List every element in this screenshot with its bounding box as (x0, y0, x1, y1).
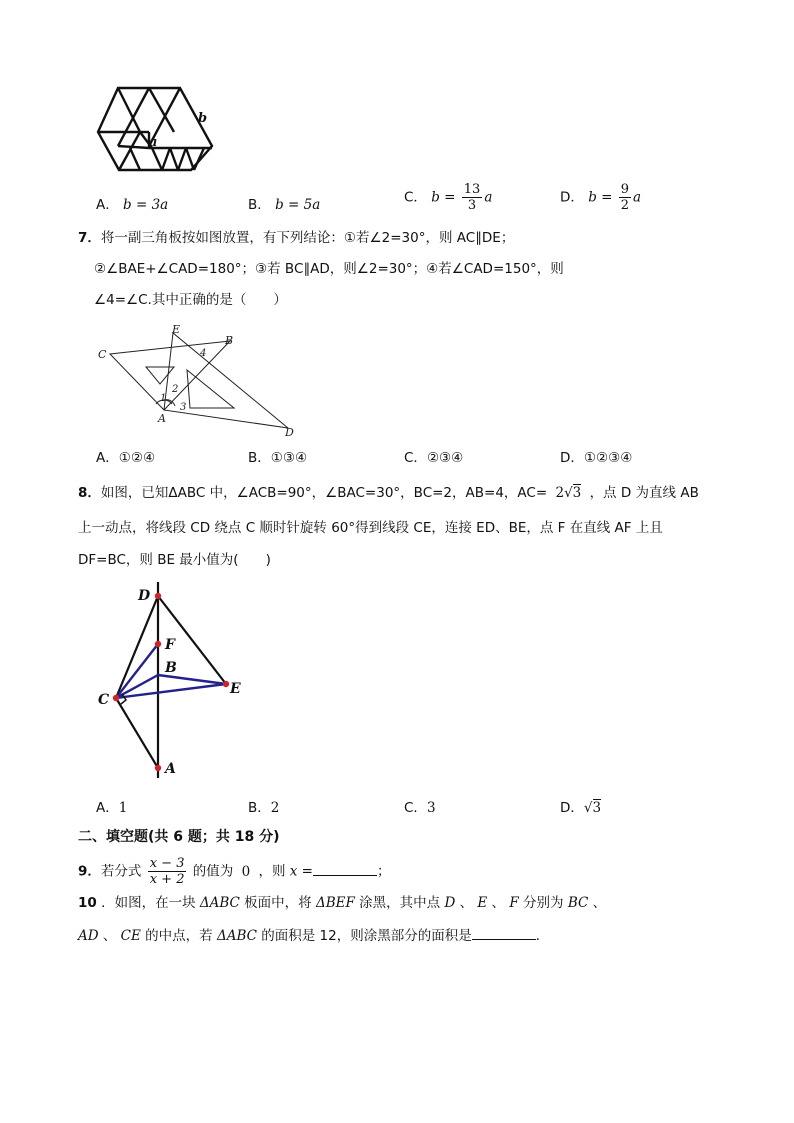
q10-text: 、 (455, 895, 478, 911)
q8-label-f: F (165, 637, 175, 653)
q8-label-e: E (230, 681, 241, 697)
q6-option-a-key: A． (96, 197, 119, 213)
q9-end: ； (376, 863, 391, 880)
q10-math: D (444, 895, 456, 911)
sqrt-icon: √ (583, 800, 593, 816)
q7-line2: ②∠BAE+∠CAD=180°；③若 BC∥AD，则∠2=30°；④若∠CAD=150°，则 (94, 261, 564, 277)
q6-option-a[interactable] (96, 193, 168, 213)
q7-option-a[interactable] (96, 446, 155, 466)
q7-line3: ∠4=∠C.其中正确的是（ ） (94, 292, 287, 308)
q7-option-a-key: A． (96, 450, 119, 466)
q8-line1 (78, 483, 699, 503)
q10-math: AD (78, 928, 99, 944)
q9-den: x + 2 (149, 872, 185, 887)
q8-line2: 上一动点，将线段 CD 绕点 C 顺时针旋转 60°得到线段 CE，连接 ED、BE，点 F 在直线 AF 上且 (78, 520, 663, 536)
q10-math: CE (120, 928, 141, 944)
q10-text: ．如图，在一块 (101, 895, 200, 911)
q8-option-a-text: 1 (118, 800, 128, 816)
q6-option-c-fraction (462, 182, 483, 213)
q8-text-1b: ，点 D 为直线 AB (589, 485, 699, 501)
q9-mid: 的值为 (192, 863, 234, 880)
q8-option-d-rad: 3 (592, 800, 602, 816)
q10-text: 板面中，将 (239, 895, 316, 911)
q6-option-d-num: 9 (620, 182, 630, 197)
q10-number: 10 (78, 895, 97, 911)
q7-option-b-key: B． (248, 450, 271, 466)
q8-number: 8． (78, 485, 101, 501)
q10-math: F (509, 895, 519, 911)
q8-option-a[interactable] (96, 796, 127, 816)
q6-option-d-den: 2 (620, 198, 630, 213)
q7-option-d-text: ①②③④ (583, 450, 633, 466)
q7-text-1: 将一副三角板按如图放置，有下列结论：①若∠2=30°，则 AC∥DE； (100, 230, 515, 246)
q6-option-c-num: 13 (463, 182, 481, 197)
q10-end: ． (535, 928, 550, 944)
q9-answer-blank[interactable] (313, 863, 377, 876)
q8-option-b-key: B． (248, 800, 271, 816)
q10-math: BC (567, 895, 589, 911)
q9-pre: 若分式 (100, 863, 142, 880)
q10-text: 、 (588, 895, 607, 911)
q6-option-b-expr: b = 5a (275, 197, 321, 213)
q6-option-b-key: B． (248, 197, 271, 213)
q10-text: 分别为 (518, 895, 568, 911)
q6-label-b: b (198, 111, 208, 126)
q6-option-a-expr: b = 3a (123, 197, 169, 213)
q7-label-2: 2 (172, 384, 179, 395)
q7-option-b[interactable] (248, 446, 307, 466)
q8-line3: DF=BC，则 BE 最小值为( ) (78, 552, 271, 568)
q8-option-d[interactable] (560, 796, 601, 816)
q7-option-c-text: ②③④ (426, 450, 464, 466)
q8-option-c-key: C． (404, 800, 427, 816)
q7-option-b-text: ①③④ (270, 450, 308, 466)
q7-line1 (78, 228, 514, 248)
q6-option-c-lhs: b = (431, 189, 456, 206)
q10-text: 的中点，若 (140, 928, 217, 944)
q6-option-d-fraction (619, 182, 631, 213)
sqrt-icon: √ (564, 485, 573, 501)
q8-option-b-text: 2 (270, 800, 280, 816)
q6-option-d-var: a (633, 189, 642, 206)
q7-option-c[interactable] (404, 446, 463, 466)
q10-math: E (477, 895, 488, 911)
q8-option-c-text: 3 (426, 800, 436, 816)
q7-label-d: D (285, 426, 294, 438)
q8-label-d: D (138, 588, 151, 604)
q7-label-e: E (172, 323, 181, 336)
q7-label-4: 4 (200, 348, 207, 359)
q8-label-c: C (98, 692, 110, 708)
q7-option-d[interactable] (560, 446, 632, 466)
q8-text-1: 如图，已知ΔABC 中，∠ACB=90°，∠BAC=30°，BC=2，AB=4，AC= (100, 485, 548, 501)
q10-math: ΔABC (216, 928, 257, 944)
q10-math: ΔBEF (315, 895, 355, 911)
q8-ac-value (555, 485, 585, 501)
q7-option-c-key: C． (404, 450, 427, 466)
q8-option-b[interactable] (248, 796, 279, 816)
q6-option-c-key: C． (404, 189, 427, 206)
q8-figure (92, 580, 272, 780)
q8-ac-coef: 2 (555, 485, 565, 501)
q10-text: 涂黑，其中点 (354, 895, 445, 911)
section-title: 二、填空题(共 6 题；共 18 分) (78, 829, 280, 845)
q8-option-a-key: A． (96, 800, 119, 816)
q10-text: 的面积是 12，则涂黑部分的面积是 (256, 928, 472, 944)
q9-zero: 0 (241, 863, 251, 880)
q6-option-c-den: 3 (467, 198, 477, 213)
q7-option-d-key: D． (560, 450, 584, 466)
q9-mid2: ，则 (258, 863, 286, 880)
q10-text: 、 (487, 895, 510, 911)
q9-line (78, 856, 390, 887)
q6-option-d-lhs: b = (588, 189, 613, 206)
q9-number: 9． (78, 863, 101, 880)
q7-label-3: 3 (180, 402, 187, 413)
q8-label-b: B (165, 660, 177, 676)
q8-option-d-key: D． (560, 800, 584, 816)
q10-line2 (78, 926, 549, 946)
q10-answer-blank[interactable] (472, 927, 536, 940)
q7-number: 7． (78, 230, 101, 246)
q10-math: ΔABC (199, 895, 240, 911)
q7-figure (94, 322, 300, 438)
q6-option-c-var: a (484, 189, 493, 206)
q7-label-c: C (98, 348, 107, 361)
q9-var: x = (289, 863, 313, 880)
q8-label-a: A (165, 761, 176, 777)
q7-label-b: B (225, 334, 234, 347)
q8-ac-rad: 3 (572, 485, 582, 501)
q9-fraction (148, 856, 187, 887)
q9-num: x − 3 (149, 856, 185, 871)
q7-option-a-text: ①②④ (118, 450, 156, 466)
q10-text: 、 (98, 928, 121, 944)
q6-option-d-key: D． (560, 189, 584, 206)
q8-option-c[interactable] (404, 796, 436, 816)
q6-label-a: a (149, 135, 158, 150)
q6-figure (94, 86, 220, 176)
q10-line1 (78, 893, 606, 913)
q6-option-c[interactable] (404, 182, 492, 213)
q7-label-a: A (158, 412, 166, 425)
q7-label-1: 1 (160, 393, 167, 404)
q6-option-d[interactable] (560, 182, 641, 213)
q6-option-b[interactable] (248, 193, 320, 213)
